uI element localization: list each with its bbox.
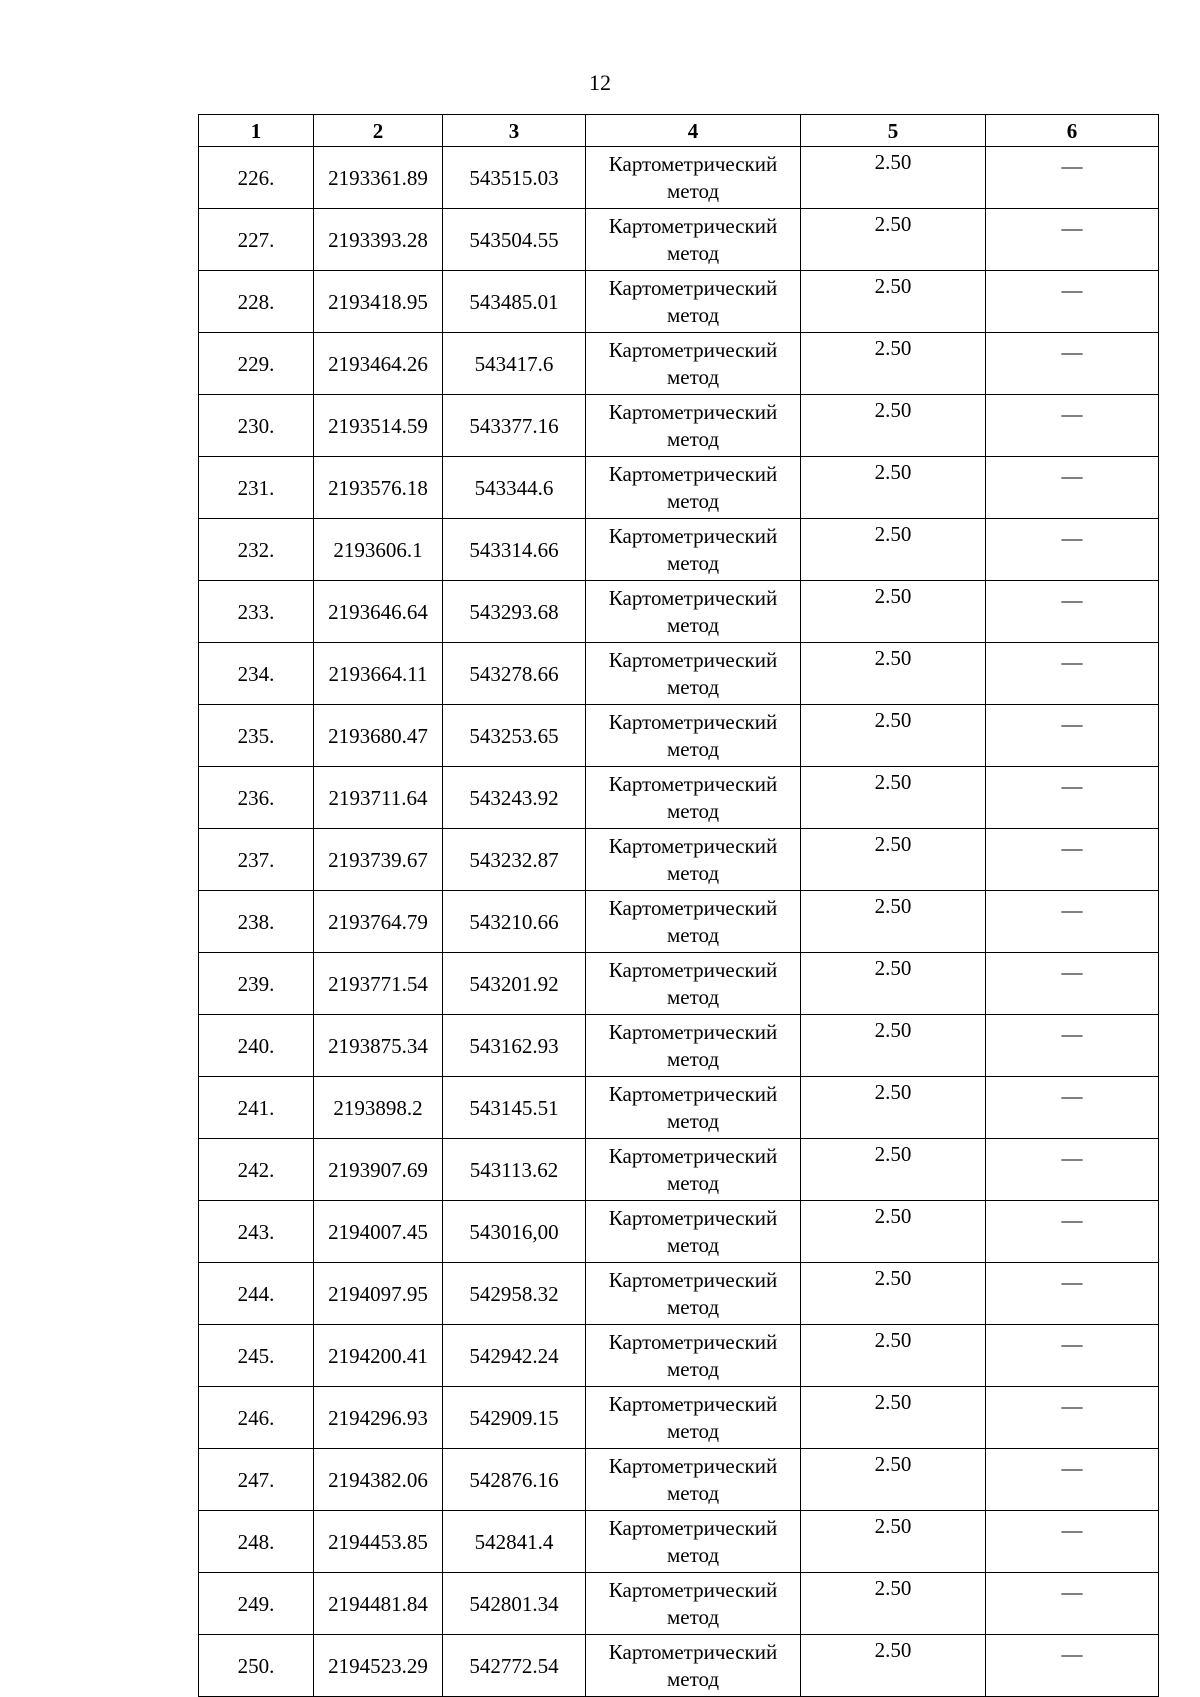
x-coordinate-cell: 2194453.85 (314, 1511, 443, 1573)
x-coordinate-cell: 2193361.89 (314, 147, 443, 209)
note-cell: — (986, 271, 1159, 333)
method-line-1: Картометрический (608, 1081, 778, 1106)
x-coordinate-cell: 2193875.34 (314, 1015, 443, 1077)
y-coordinate-cell: 543278.66 (443, 643, 586, 705)
note-cell: — (986, 643, 1159, 705)
note-cell: — (986, 767, 1159, 829)
table-row (199, 829, 1159, 891)
table-row (199, 1139, 1159, 1201)
note-cell: — (986, 1511, 1159, 1573)
precision-cell: 2.50 (801, 395, 986, 457)
method-line-2: метод (666, 302, 720, 327)
y-coordinate-cell: 542958.32 (443, 1263, 586, 1325)
point-number-cell: 228. (199, 271, 314, 333)
y-coordinate-cell: 543210.66 (443, 891, 586, 953)
note-cell: — (986, 1573, 1159, 1635)
page-number: 12 (589, 70, 611, 95)
precision-cell: 2.50 (801, 1511, 986, 1573)
method-line-2: метод (666, 1232, 720, 1257)
x-coordinate-cell: 2193898.2 (314, 1077, 443, 1139)
note-cell: — (986, 1325, 1159, 1387)
precision-cell: 2.50 (801, 1387, 986, 1449)
y-coordinate-cell: 542772.54 (443, 1635, 586, 1697)
column-header-5: 5 (801, 115, 986, 147)
x-coordinate-cell: 2194296.93 (314, 1387, 443, 1449)
precision-cell: 2.50 (801, 1325, 986, 1387)
method-line-1: Картометрический (608, 461, 778, 486)
note-cell: — (986, 1387, 1159, 1449)
method-line-2: метод (666, 1604, 720, 1629)
point-number-cell: 237. (199, 829, 314, 891)
method-line-1: Картометрический (608, 337, 778, 362)
table-row (199, 953, 1159, 1015)
y-coordinate-cell: 543344.6 (443, 457, 586, 519)
note-cell: — (986, 333, 1159, 395)
point-number-cell: 226. (199, 147, 314, 209)
note-cell: — (986, 581, 1159, 643)
y-coordinate-cell: 543113.62 (443, 1139, 586, 1201)
precision-cell: 2.50 (801, 891, 986, 953)
method-cell (586, 1635, 801, 1697)
column-header-4: 4 (586, 115, 801, 147)
x-coordinate-cell: 2193907.69 (314, 1139, 443, 1201)
note-cell: — (986, 953, 1159, 1015)
x-coordinate-cell: 2193739.67 (314, 829, 443, 891)
point-number-cell: 247. (199, 1449, 314, 1511)
point-number-cell: 239. (199, 953, 314, 1015)
x-coordinate-cell: 2193464.26 (314, 333, 443, 395)
method-cell (586, 271, 801, 333)
method-line-1: Картометрический (608, 1391, 778, 1416)
column-header-1: 1 (199, 115, 314, 147)
method-cell (586, 1015, 801, 1077)
precision-cell: 2.50 (801, 1015, 986, 1077)
table-row (199, 1635, 1159, 1697)
method-line-1: Картометрический (608, 1019, 778, 1044)
method-line-1: Картометрический (608, 1143, 778, 1168)
table-header-row (199, 115, 1159, 147)
method-line-2: метод (666, 1480, 720, 1505)
note-cell: — (986, 395, 1159, 457)
y-coordinate-cell: 543145.51 (443, 1077, 586, 1139)
point-number-cell: 242. (199, 1139, 314, 1201)
table-row (199, 1573, 1159, 1635)
table-row (199, 209, 1159, 271)
y-coordinate-cell: 542841.4 (443, 1511, 586, 1573)
method-cell (586, 1449, 801, 1511)
method-line-2: метод (666, 364, 720, 389)
method-line-2: метод (666, 922, 720, 947)
precision-cell: 2.50 (801, 643, 986, 705)
point-number-cell: 236. (199, 767, 314, 829)
x-coordinate-cell: 2193664.11 (314, 643, 443, 705)
method-line-2: метод (666, 1046, 720, 1071)
method-line-1: Картометрический (608, 1329, 778, 1354)
method-cell (586, 1263, 801, 1325)
y-coordinate-cell: 543201.92 (443, 953, 586, 1015)
precision-cell: 2.50 (801, 829, 986, 891)
method-cell (586, 457, 801, 519)
x-coordinate-cell: 2194007.45 (314, 1201, 443, 1263)
method-line-2: метод (666, 1170, 720, 1195)
method-cell (586, 1573, 801, 1635)
method-cell (586, 333, 801, 395)
method-cell (586, 1201, 801, 1263)
note-cell: — (986, 1201, 1159, 1263)
x-coordinate-cell: 2194523.29 (314, 1635, 443, 1697)
precision-cell: 2.50 (801, 1635, 986, 1697)
x-coordinate-cell: 2193680.47 (314, 705, 443, 767)
point-number-cell: 232. (199, 519, 314, 581)
method-line-2: метод (666, 860, 720, 885)
x-coordinate-cell: 2193514.59 (314, 395, 443, 457)
method-line-2: метод (666, 1418, 720, 1443)
table-row (199, 581, 1159, 643)
point-number-cell: 233. (199, 581, 314, 643)
note-cell: — (986, 829, 1159, 891)
point-number-cell: 230. (199, 395, 314, 457)
table-row (199, 643, 1159, 705)
method-line-1: Картометрический (608, 399, 778, 424)
note-cell: — (986, 519, 1159, 581)
method-line-1: Картометрический (608, 1267, 778, 1292)
table-row (199, 395, 1159, 457)
table-row (199, 1077, 1159, 1139)
method-cell (586, 147, 801, 209)
method-line-1: Картометрический (608, 1205, 778, 1230)
method-line-1: Картометрический (608, 151, 778, 176)
x-coordinate-cell: 2193711.64 (314, 767, 443, 829)
table-row (199, 1325, 1159, 1387)
y-coordinate-cell: 543485.01 (443, 271, 586, 333)
column-header-3: 3 (443, 115, 586, 147)
x-coordinate-cell: 2193606.1 (314, 519, 443, 581)
method-cell (586, 1325, 801, 1387)
point-number-cell: 235. (199, 705, 314, 767)
method-cell (586, 1139, 801, 1201)
table-row (199, 333, 1159, 395)
x-coordinate-cell: 2194200.41 (314, 1325, 443, 1387)
note-cell: — (986, 705, 1159, 767)
precision-cell: 2.50 (801, 457, 986, 519)
point-number-cell: 240. (199, 1015, 314, 1077)
x-coordinate-cell: 2193771.54 (314, 953, 443, 1015)
method-line-2: метод (666, 674, 720, 699)
table-row (199, 457, 1159, 519)
note-cell: — (986, 1635, 1159, 1697)
table-row (199, 271, 1159, 333)
column-header-6: 6 (986, 115, 1159, 147)
point-number-cell: 243. (199, 1201, 314, 1263)
method-line-1: Картометрический (608, 213, 778, 238)
method-cell (586, 643, 801, 705)
precision-cell: 2.50 (801, 1139, 986, 1201)
table-row (199, 1511, 1159, 1573)
note-cell: — (986, 1263, 1159, 1325)
method-line-2: метод (666, 984, 720, 1009)
method-line-2: метод (666, 488, 720, 513)
method-line-1: Картометрический (608, 1577, 778, 1602)
y-coordinate-cell: 543162.93 (443, 1015, 586, 1077)
table-row (199, 1263, 1159, 1325)
note-cell: — (986, 147, 1159, 209)
note-cell: — (986, 1139, 1159, 1201)
method-line-1: Картометрический (608, 275, 778, 300)
method-line-1: Картометрический (608, 585, 778, 610)
note-cell: — (986, 209, 1159, 271)
method-cell (586, 395, 801, 457)
method-line-1: Картометрический (608, 957, 778, 982)
point-number-cell: 244. (199, 1263, 314, 1325)
method-line-2: метод (666, 178, 720, 203)
note-cell: — (986, 1449, 1159, 1511)
y-coordinate-cell: 543377.16 (443, 395, 586, 457)
precision-cell: 2.50 (801, 1263, 986, 1325)
method-line-2: метод (666, 1356, 720, 1381)
y-coordinate-cell: 542876.16 (443, 1449, 586, 1511)
point-number-cell: 229. (199, 333, 314, 395)
method-line-2: метод (666, 1666, 720, 1691)
table-row (199, 1015, 1159, 1077)
table-row (199, 147, 1159, 209)
method-cell (586, 581, 801, 643)
table-body (199, 147, 1159, 1697)
precision-cell: 2.50 (801, 705, 986, 767)
point-number-cell: 248. (199, 1511, 314, 1573)
method-line-2: метод (666, 1542, 720, 1567)
note-cell: — (986, 457, 1159, 519)
method-line-1: Картометрический (608, 895, 778, 920)
method-line-1: Картометрический (608, 647, 778, 672)
column-header-2: 2 (314, 115, 443, 147)
method-line-2: метод (666, 1294, 720, 1319)
method-line-1: Картометрический (608, 523, 778, 548)
table-row (199, 1201, 1159, 1263)
table-row (199, 705, 1159, 767)
method-cell (586, 829, 801, 891)
x-coordinate-cell: 2193646.64 (314, 581, 443, 643)
y-coordinate-cell: 543504.55 (443, 209, 586, 271)
point-number-cell: 238. (199, 891, 314, 953)
x-coordinate-cell: 2193576.18 (314, 457, 443, 519)
method-line-2: метод (666, 240, 720, 265)
method-line-2: метод (666, 798, 720, 823)
method-line-2: метод (666, 426, 720, 451)
method-cell (586, 705, 801, 767)
y-coordinate-cell: 542909.15 (443, 1387, 586, 1449)
precision-cell: 2.50 (801, 581, 986, 643)
precision-cell: 2.50 (801, 519, 986, 581)
x-coordinate-cell: 2193393.28 (314, 209, 443, 271)
y-coordinate-cell: 542801.34 (443, 1573, 586, 1635)
precision-cell: 2.50 (801, 1201, 986, 1263)
y-coordinate-cell: 542942.24 (443, 1325, 586, 1387)
point-number-cell: 250. (199, 1635, 314, 1697)
precision-cell: 2.50 (801, 1449, 986, 1511)
x-coordinate-cell: 2194481.84 (314, 1573, 443, 1635)
precision-cell: 2.50 (801, 209, 986, 271)
table-row (199, 1449, 1159, 1511)
precision-cell: 2.50 (801, 1573, 986, 1635)
x-coordinate-cell: 2194382.06 (314, 1449, 443, 1511)
point-number-cell: 246. (199, 1387, 314, 1449)
point-number-cell: 234. (199, 643, 314, 705)
method-line-2: метод (666, 612, 720, 637)
precision-cell: 2.50 (801, 333, 986, 395)
precision-cell: 2.50 (801, 271, 986, 333)
x-coordinate-cell: 2194097.95 (314, 1263, 443, 1325)
precision-cell: 2.50 (801, 1077, 986, 1139)
method-cell (586, 891, 801, 953)
precision-cell: 2.50 (801, 953, 986, 1015)
x-coordinate-cell: 2193764.79 (314, 891, 443, 953)
method-line-2: метод (666, 550, 720, 575)
method-line-1: Картометрический (608, 1453, 778, 1478)
y-coordinate-cell: 543243.92 (443, 767, 586, 829)
y-coordinate-cell: 543314.66 (443, 519, 586, 581)
note-cell: — (986, 1077, 1159, 1139)
coordinates-table (198, 114, 1159, 1697)
y-coordinate-cell: 543293.68 (443, 581, 586, 643)
table-row (199, 767, 1159, 829)
y-coordinate-cell: 543417.6 (443, 333, 586, 395)
point-number-cell: 241. (199, 1077, 314, 1139)
point-number-cell: 249. (199, 1573, 314, 1635)
point-number-cell: 245. (199, 1325, 314, 1387)
y-coordinate-cell: 543016,00 (443, 1201, 586, 1263)
method-cell (586, 1387, 801, 1449)
point-number-cell: 227. (199, 209, 314, 271)
method-line-2: метод (666, 1108, 720, 1133)
y-coordinate-cell: 543232.87 (443, 829, 586, 891)
y-coordinate-cell: 543253.65 (443, 705, 586, 767)
precision-cell: 2.50 (801, 767, 986, 829)
table-row (199, 1387, 1159, 1449)
method-line-1: Картометрический (608, 709, 778, 734)
method-cell (586, 1511, 801, 1573)
method-cell (586, 767, 801, 829)
method-cell (586, 519, 801, 581)
point-number-cell: 231. (199, 457, 314, 519)
method-line-2: метод (666, 736, 720, 761)
precision-cell: 2.50 (801, 147, 986, 209)
note-cell: — (986, 1015, 1159, 1077)
note-cell: — (986, 891, 1159, 953)
method-line-1: Картометрический (608, 833, 778, 858)
y-coordinate-cell: 543515.03 (443, 147, 586, 209)
method-cell (586, 1077, 801, 1139)
method-line-1: Картометрический (608, 771, 778, 796)
method-cell (586, 209, 801, 271)
x-coordinate-cell: 2193418.95 (314, 271, 443, 333)
table-row (199, 519, 1159, 581)
method-cell (586, 953, 801, 1015)
table-row (199, 891, 1159, 953)
method-line-1: Картометрический (608, 1639, 778, 1664)
method-line-1: Картометрический (608, 1515, 778, 1540)
